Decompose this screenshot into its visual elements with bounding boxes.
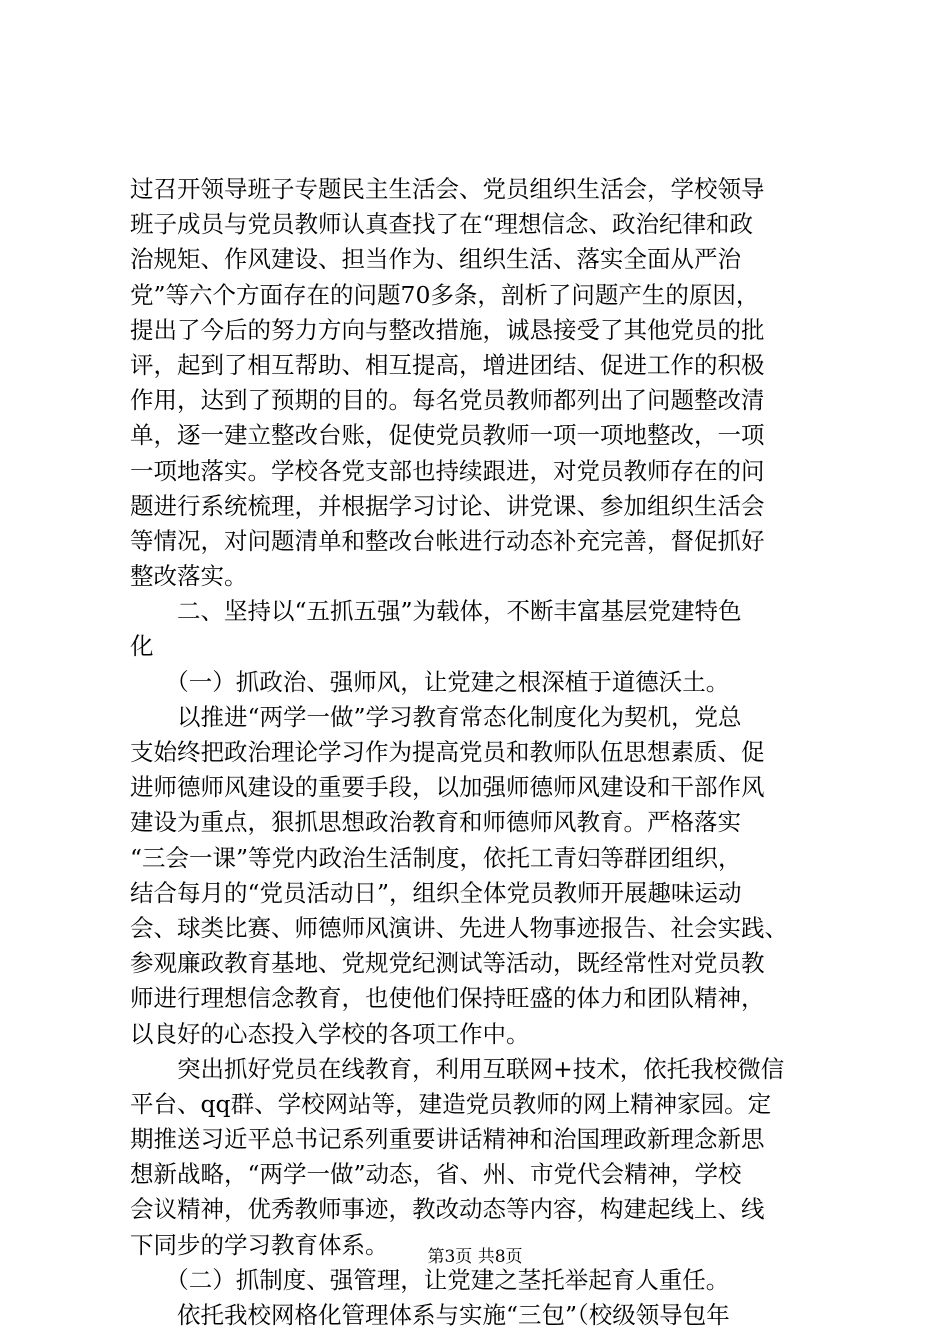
text-line: 班子成员与党员教师认真查找了在“理想信念、政治纪律和政: [130, 210, 754, 239]
text-line: 等情况，对问题清单和整改台帐进行动态补充完善，督促抓好: [130, 526, 765, 555]
text-line: 评，起到了相互帮助、相互提高，增进团结、促进工作的积极: [130, 350, 765, 379]
text-line: 过召开领导班子专题民主生活会、党员组织生活会，学校领导: [130, 175, 765, 203]
text-line: 想新战略，“两学一做”动态，省、州、市党代会精神，学校: [130, 1160, 742, 1189]
body-text: [130, 172, 830, 1333]
text-line: 整改落实。: [130, 562, 248, 591]
text-line: 党”等六个方面存在的问题70多条，剖析了问题产生的原因，: [130, 280, 760, 309]
text-line: 会议精神，优秀教师事迹，教改动态等内容，构建起线上、线: [130, 1195, 765, 1224]
text-line: 提出了今后的努力方向与整改措施，诚恳接受了其他党员的批: [130, 315, 765, 344]
section-heading-line: 化: [130, 632, 154, 661]
page-footer: 第3页 共8页: [427, 1247, 523, 1267]
text-line: 作用，达到了预期的目的。每名党员教师都列出了问题整改清: [130, 386, 765, 415]
text-line: 支始终把政治理论学习作为提高党员和教师队伍思想素质、促: [130, 738, 765, 766]
text-line: 以推进“两学一做”学习教育常态化制度化为契机，党总: [130, 702, 742, 731]
subsection-heading-line: （二）抓制度、强管理，让党建之茎托举起育人重任。: [130, 1265, 730, 1294]
text-line: 以良好的心态投入学校的各项工作中。: [130, 1019, 530, 1048]
text-line: 下同步的学习教育体系。: [130, 1230, 389, 1259]
text-line: 依托我校网格化管理体系与实施“三包”（校级领导包年: [130, 1301, 730, 1329]
text-line: 进师德师风建设的重要手段，以加强师德师风建设和干部作风: [130, 773, 765, 802]
text-line: 平台、qq群、学校网站等，建造党员教师的网上精神家园。定: [130, 1089, 772, 1118]
text-line: 建设为重点，狠抓思想政治教育和师德师风教育。严格落实: [130, 808, 741, 837]
text-line: 会、球类比赛、师德师风演讲、先进人物事迹报告、社会实践、: [130, 913, 788, 942]
text-line: 师进行理想信念教育，也使他们保持旺盛的体力和团队精神，: [130, 984, 765, 1013]
text-line: 单，逐一建立整改台账，促使党员教师一项一项地整改，一项: [130, 421, 765, 450]
text-line: 期推送习近平总书记系列重要讲话精神和治国理政新理念新思: [130, 1125, 765, 1154]
text-line: 结合每月的“党员活动日”，组织全体党员教师开展趣味运动: [130, 878, 742, 907]
subsection-heading-line: （一）抓政治、强师风，让党建之根深植于道德沃土。: [130, 667, 730, 696]
text-line: 治规矩、作风建设、担当作为、组织生活、落实全面从严治: [130, 245, 741, 274]
text-line: “三会一课”等党内政治生活制度，依托工青妇等群团组织，: [130, 843, 742, 872]
section-heading-line: 二、坚持以“五抓五强”为载体，不断丰富基层党建特色: [130, 597, 742, 626]
text-line: 参观廉政教育基地、党规党纪测试等活动，既经常性对党员教: [130, 949, 765, 978]
text-line: 题进行系统梳理，并根据学习讨论、讲党课、参加组织生活会: [130, 491, 765, 520]
text-line: 突出抓好党员在线教育，利用互联网+技术，依托我校微信: [130, 1054, 785, 1083]
text-line: 一项地落实。学校各党支部也持续跟进，对党员教师存在的问: [130, 456, 765, 485]
